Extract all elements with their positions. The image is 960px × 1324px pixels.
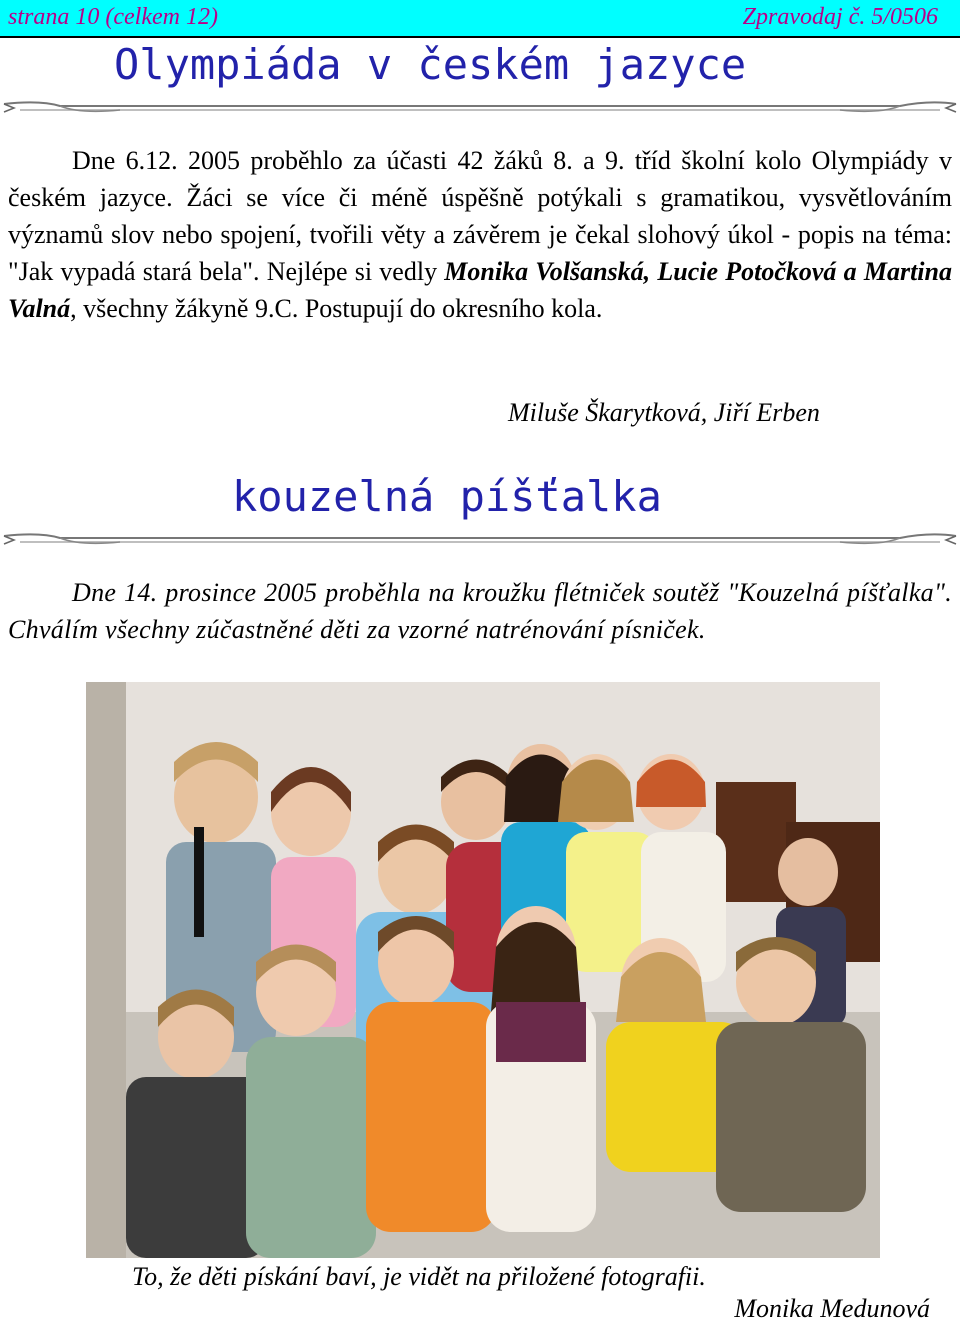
ornamental-divider-2: [0, 528, 960, 552]
ornamental-divider: [0, 96, 960, 120]
olympiad-authors: Miluše Škarytková, Jiří Erben: [508, 398, 820, 427]
olympiad-paragraph: [8, 142, 952, 327]
photo-caption: To, že děti pískání baví, je vidět na přiložené fotografii.: [132, 1262, 706, 1291]
flute-paragraph: Dne 14. prosince 2005 proběhla na kroužku flétniček soutěž "Kouzelná píšťalka". Chválím všechny zúčastněné děti za vzorné natrénování písniček.: [8, 578, 952, 644]
olympiad-title: Olympiáda v českém jazyce: [114, 40, 747, 89]
olympiad-text: Dne 6.12. 2005 proběhlo za účasti 42 žáků 8. a 9. tříd školní kolo Olympiády v českém jazyce. Žáci se více či méně úspěšně potýkali s gramatikou, vysvětlováním významů slov nebo spojení, tvořili věty a závěrem je čekal slohový úkol - popis na téma: "Jak vypadá stará bela". Nejlépe si vedly: [8, 146, 952, 286]
children-photo: [86, 682, 880, 1258]
flute-author: Monika Medunová: [734, 1294, 930, 1323]
page-number-label: strana 10 (celkem 12): [8, 4, 218, 30]
page-header: [0, 0, 960, 38]
olympiad-text-end: , všechny žákyně 9.C. Postupují do okresního kola.: [70, 294, 603, 323]
winner-names: Monika Volšanská, Lucie Potočková a Martina Valná: [8, 257, 952, 323]
flute-title: kouzelná píšťalka: [232, 472, 662, 521]
issue-label: Zpravodaj č. 5/0506: [742, 4, 938, 30]
